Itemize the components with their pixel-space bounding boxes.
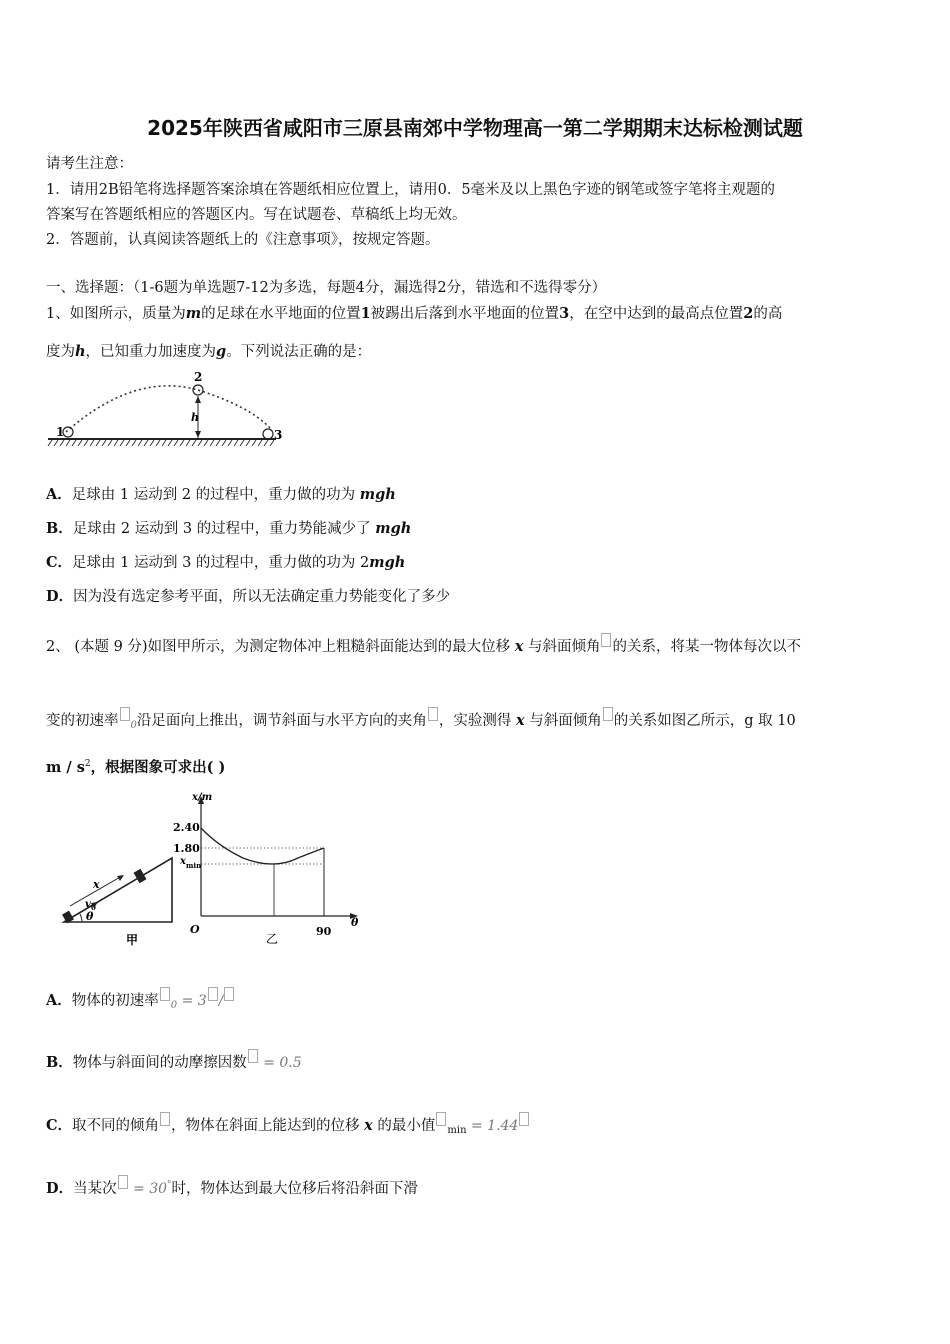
label-v0: v: [85, 899, 91, 910]
notice-heading: 请考生注意：: [46, 156, 133, 172]
tick-label-180: 1.80: [173, 842, 200, 855]
q1-option-c[interactable]: C．足球由 1 运动到 3 的过程中，重力做的功为 2mgh: [46, 554, 406, 571]
q1-option-a[interactable]: A．足球由 1 运动到 2 的过程中，重力做的功为 mgh: [46, 486, 396, 503]
notice-item-1-line-1: 1．请用2B铅笔将选择题答案涂填在答题纸相应位置上，请用0．5毫米及以上黑色字迹的钢笔或签字笔将主观题的: [46, 182, 776, 198]
q1-option-b[interactable]: B．足球由 2 运动到 3 的过程中，重力势能减少了 mgh: [46, 520, 412, 537]
q2-option-a[interactable]: A．物体的初速率 $_0$ = 3 /: [46, 987, 235, 1011]
angle-arc: [80, 914, 82, 922]
tick-label-xmin-sub: min: [186, 861, 202, 870]
placeholder-glyph: [160, 987, 170, 1001]
q2-stem-line-3: m / $s^2$，根据图象可求出( ): [46, 759, 226, 776]
ball-position-1: [63, 427, 73, 437]
label-x: x: [93, 878, 100, 891]
q2-option-b[interactable]: B．物体与斜面间的动摩擦因数 = 0.5: [46, 1049, 302, 1072]
placeholder-glyph: [208, 987, 218, 1001]
label-v0-sub: 0: [91, 903, 96, 912]
label-position-3: 3: [274, 428, 283, 442]
ball-position-2: [193, 385, 203, 395]
block-top: [134, 869, 147, 883]
tick-label-90: 90: [316, 925, 332, 938]
placeholder-glyph: [436, 1112, 446, 1126]
figure-yi-graph: [168, 788, 368, 948]
placeholder-glyph: [248, 1049, 258, 1063]
height-arrow-head-top: [195, 396, 201, 403]
placeholder-glyph: [224, 987, 234, 1001]
origin-label: O: [190, 923, 200, 936]
label-position-1: 1: [56, 425, 65, 439]
q2-option-d[interactable]: D．当某次 = 30°时，物体达到最大位移后将沿斜面下滑: [46, 1175, 418, 1198]
tick-label-xmin: x: [180, 856, 186, 867]
height-arrow-head-bottom: [195, 431, 201, 438]
q2-stem-line-2: 变的初速率 $_0$沿足面向上推出，调节斜面与水平方向的夹角 ，实验测得 x 与斜面倾角 的关系如图乙所示，g 取 10: [46, 707, 796, 731]
notice-item-1-line-2: 答案写在答题纸相应的答题区内。写在试题卷、草稿纸上均无效。: [46, 207, 467, 223]
tick-label-240: 2.40: [173, 821, 200, 834]
q2-stem-line-1: 2、 (本题 9 分)如图甲所示，为测定物体冲上粗糙斜面能达到的最大位移 x 与斜面倾角 的关系，将某一物体每次以不: [46, 633, 801, 656]
ball-position-3: [263, 429, 273, 439]
q1-stem-line-2: 度为h，已知重力加速度为g。下列说法正确的是：: [46, 343, 372, 360]
notice-item-2: 2．答题前，认真阅读答题纸上的《注意事项》，按规定答题。: [46, 232, 440, 248]
trajectory-curve: [66, 386, 270, 432]
placeholder-glyph: [603, 707, 613, 721]
label-position-2: 2: [194, 370, 203, 384]
placeholder-glyph: [118, 1175, 128, 1189]
axis-label-theta: θ: [351, 916, 359, 929]
label-height: h: [191, 411, 199, 424]
q2-option-c[interactable]: C．取不同的倾角 ，物体在斜面上能达到的位移 x 的最小值 $_{min}$ = 1.44: [46, 1112, 530, 1136]
q1-stem-line-1: 1、如图所示，质量为m的足球在水平地面的位置1被踢出后落到水平地面的位置3，在空中达到的最高点位置2的高: [46, 305, 783, 322]
placeholder-glyph: [519, 1112, 529, 1126]
axis-label-y: x/m: [192, 792, 213, 803]
curve-x-theta: [201, 828, 324, 864]
caption-jia: 甲: [126, 933, 139, 947]
placeholder-glyph: [120, 707, 130, 721]
placeholder-glyph: [601, 633, 611, 647]
caption-yi: 乙: [266, 932, 279, 946]
placeholder-glyph: [160, 1112, 170, 1126]
q1-figure: [44, 366, 284, 454]
placeholder-glyph: [428, 707, 438, 721]
section-heading: 一、选择题：（1-6题为单选题7-12为多选，每题4分，漏选得2分，错选和不选得零分）: [46, 280, 607, 296]
page-title: 2025年陕西省咸阳市三原县南郊中学物理高一第二学期期末达标检测试题: [147, 116, 803, 140]
ground-hatching: [48, 440, 274, 446]
q1-option-d[interactable]: D．因为没有选定参考平面，所以无法确定重力势能变化了多少: [46, 588, 451, 605]
label-theta: θ: [86, 910, 94, 923]
